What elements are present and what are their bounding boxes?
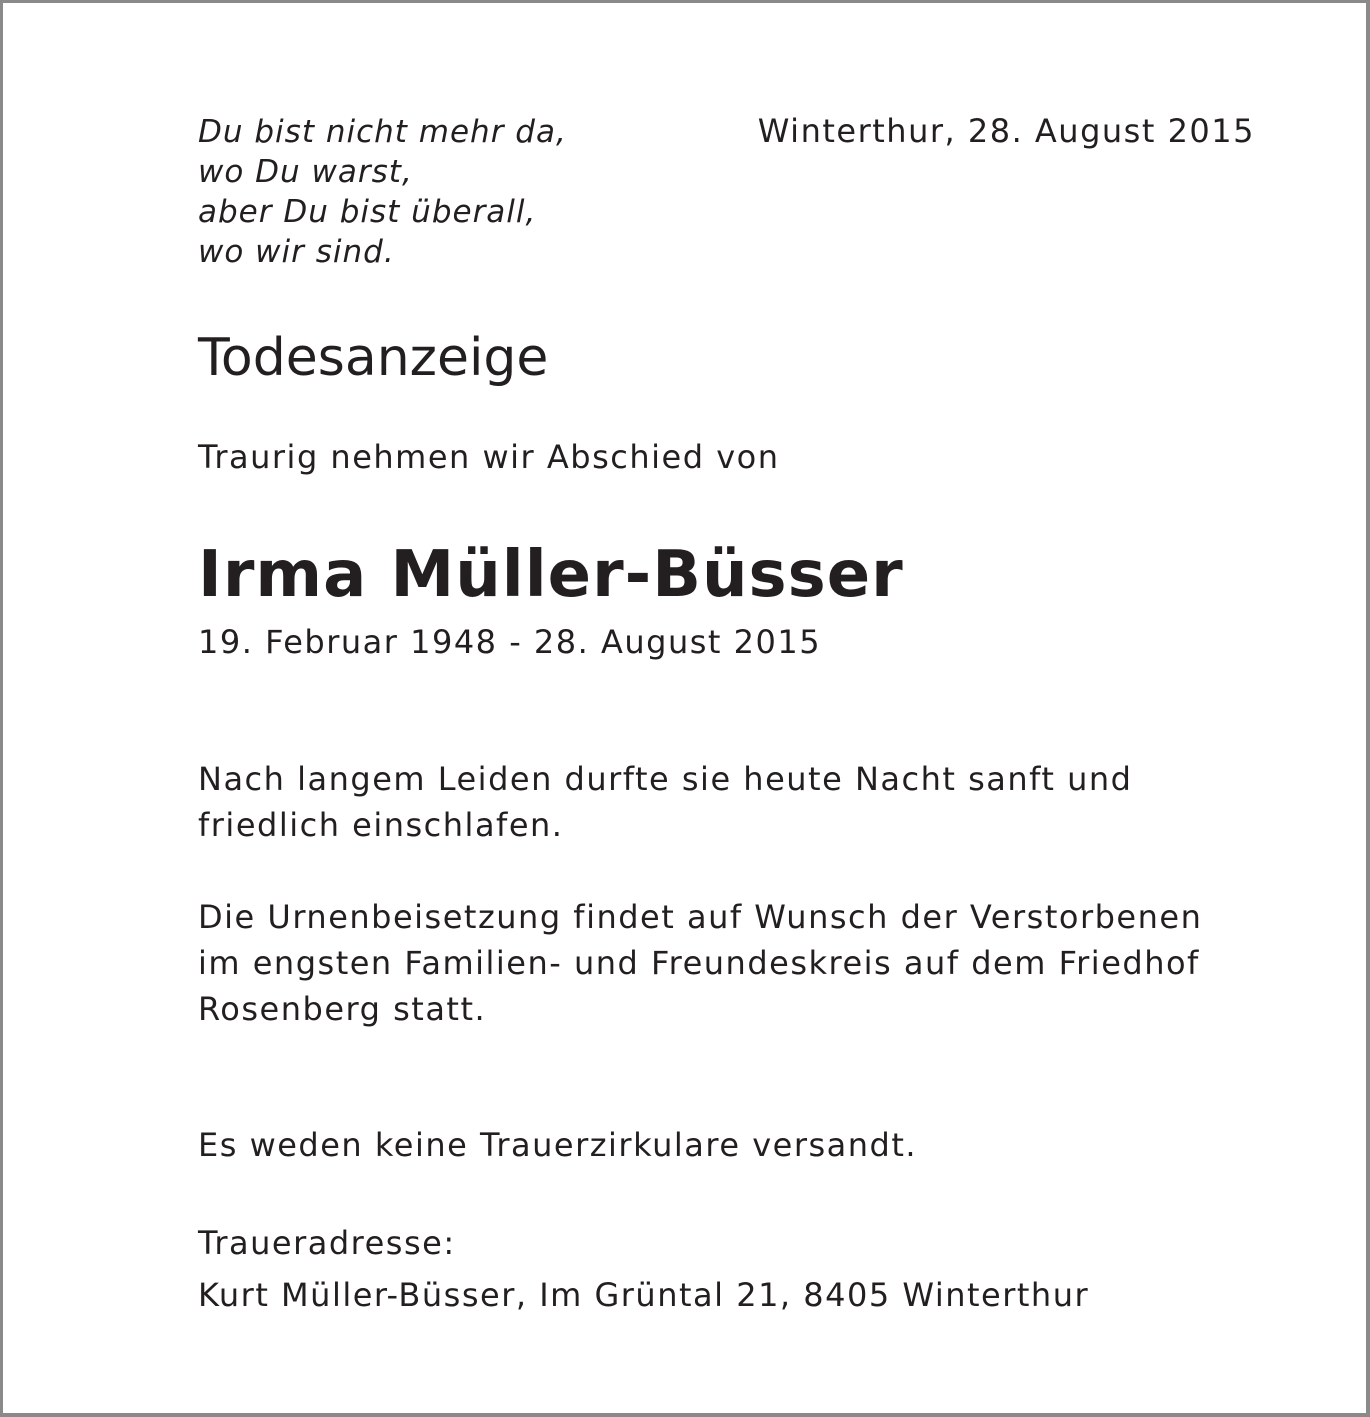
paragraph-notice: Es weden keine Trauerzirkulare versandt.: [198, 1126, 918, 1164]
paragraph-passing: [198, 756, 1132, 848]
address-text: Kurt Müller-Büsser, Im Grüntal 21, 8405 Winterthur: [198, 1276, 1090, 1314]
paragraph-line: friedlich einschlafen.: [198, 806, 564, 844]
paragraph-line: Die Urnenbeisetzung findet auf Wunsch der Verstorbenen: [198, 898, 1203, 936]
deceased-name: Irma Müller-Büsser: [198, 538, 904, 612]
poem: [198, 112, 567, 272]
poem-line: wo wir sind.: [198, 234, 395, 270]
page-title: Todesanzeige: [198, 328, 549, 388]
poem-line: wo Du warst,: [198, 154, 413, 190]
life-dates: 19. Februar 1948 - 28. August 2015: [198, 623, 822, 661]
paragraph-line: Nach langem Leiden durfte sie heute Nacht sanft und: [198, 760, 1133, 798]
poem-line: aber Du bist überall,: [198, 194, 537, 230]
paragraph-line: Rosenberg statt.: [198, 990, 487, 1028]
address-label: Traueradresse:: [198, 1224, 456, 1262]
poem-line: Du bist nicht mehr da,: [198, 114, 567, 150]
intro-text: Traurig nehmen wir Abschied von: [198, 438, 780, 476]
paragraph-line: im engsten Familien- und Freundeskreis auf dem Friedhof: [198, 944, 1200, 982]
paragraph-burial: [198, 894, 1202, 1032]
mourning-address: [198, 1217, 1089, 1321]
place-date: Winterthur, 28. August 2015: [757, 112, 1255, 150]
